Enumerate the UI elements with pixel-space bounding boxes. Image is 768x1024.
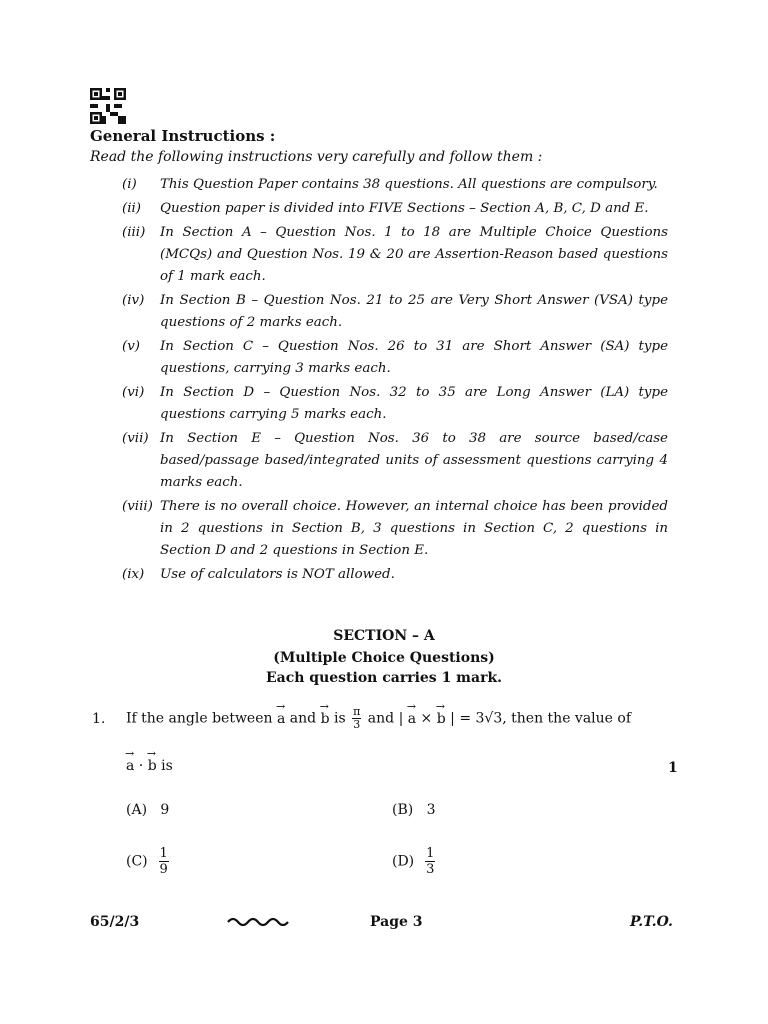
instructions-intro: Read the following instructions very carefully and follow them :: [90, 149, 543, 165]
option-a: (A) 9: [126, 802, 170, 818]
vector-b: → b: [321, 711, 330, 727]
vector-a: → a: [126, 758, 134, 774]
section-title: SECTION – A: [333, 628, 435, 644]
section-note: Each question carries 1 mark.: [265, 670, 503, 686]
instruction-item: (ix) Use of calculators is NOT allowed.: [122, 567, 395, 582]
wave-ornament-icon: [226, 914, 292, 930]
instruction-item: (v) In Section C – Question Nos. 26 to 31 are Short Answer (SA) type questions, carrying 3 marks each.: [122, 339, 668, 376]
instructions-list: [122, 174, 668, 588]
option-c: (C) $\frac{1}{9}$: [126, 846, 168, 877]
instruction-item: (vi) In Section D – Question Nos. 32 to 35 are Long Answer (LA) type questions carrying 5 marks each.: [122, 385, 668, 422]
vector-b: → b: [437, 711, 446, 727]
general-instructions-heading: General Instructions :: [90, 127, 276, 145]
vector-a: → a: [277, 711, 285, 727]
angle-fraction: $\frac{\pi}{3}$: [353, 705, 361, 731]
question-text: If the angle between → a and → b is $\frac{\pi}{3}$ and | → a × → b | = 3√3, then the value of: [126, 706, 631, 731]
qr-code: [90, 88, 126, 124]
option-b: (B) 3: [392, 802, 436, 818]
paper-code: 65/2/3: [90, 914, 140, 930]
page-number: Page 3: [370, 914, 423, 930]
instruction-item: (viii) There is no overall choice. However, an internal choice has been provided in 2 questions in Section B, 3 questions in Section C, 2 questions in Section D and 2 questions in Section E.: [122, 499, 668, 558]
question-text-line2: → a · → b is: [126, 758, 173, 774]
vector-a: → a: [408, 711, 416, 727]
instruction-item: (iv) In Section B – Question Nos. 21 to 25 are Very Short Answer (VSA) type questions of 2 marks each.: [122, 293, 668, 330]
pto-label: P.T.O.: [630, 914, 673, 930]
vector-b: → b: [148, 758, 157, 774]
question-number: 1.: [92, 711, 106, 727]
instruction-item: (iii) In Section A – Question Nos. 1 to 18 are Multiple Choice Questions (MCQs) and Question Nos. 19 & 20 are Assertion-Reason based questions of 1 mark each.: [122, 225, 668, 284]
option-d: (D) $\frac{1}{3}$: [392, 846, 435, 877]
instruction-item: (ii) Question paper is divided into FIVE Sections – Section A, B, C, D and E.: [122, 201, 649, 216]
instruction-item: (vii) In Section E – Question Nos. 36 to 38 are source based/case based/passage based/integrated units of assessment questions carrying 4 marks each.: [122, 431, 668, 490]
section-subtitle: (Multiple Choice Questions): [273, 650, 495, 666]
instruction-item: (i) This Question Paper contains 38 questions. All questions are compulsory.: [122, 177, 658, 192]
question-marks: 1: [668, 760, 678, 776]
